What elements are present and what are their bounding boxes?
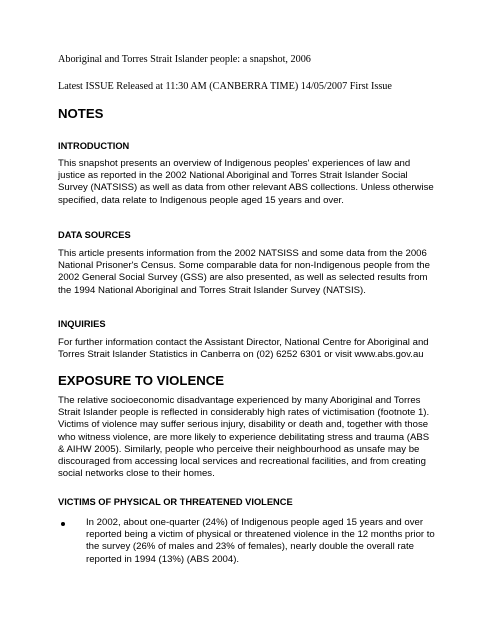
list-item — [58, 517, 438, 566]
exposure-heading: EXPOSURE TO VIOLENCE — [58, 373, 225, 388]
document-title: Aboriginal and Torres Strait Islander people: a snapshot, 2006 — [58, 54, 311, 65]
inquiries-heading: INQUIRIES — [58, 319, 106, 329]
list-item-text: In 2002, about one-quarter (24%) of Indigenous people aged 15 years and over reported being a victim of physical or threatened violence in the 12 months prior to the survey (26% of males and 23% of females), nearly double the overall rate reported in 1994 (13%) (ABS 2004). — [86, 517, 435, 565]
bullet-icon — [61, 522, 65, 526]
victims-bullet-list — [58, 517, 438, 566]
victims-heading: VICTIMS OF PHYSICAL OR THREATENED VIOLENCE — [58, 497, 293, 507]
inquiries-text: For further information contact the Assistant Director, National Centre for Aboriginal and Torres Strait Islander Statistics in Canberra on (02) 6252 6301 or visit www.abs.gov.au — [58, 337, 429, 361]
data-sources-text: This article presents information from the 2002 NATSISS and some data from the 2006 National Prisoner's Census. Some comparable data for non-Indigenous people from the 2002 General Social Survey (GSS) are also presented, as well as selected results from the 1994 National Aboriginal and Torres Strait Islander Survey (NATSIS). — [58, 248, 430, 296]
exposure-text: The relative socioeconomic disadvantage experienced by many Aboriginal and Torres Strait Islander people is reflected in considerably high rates of victimisation (footnote 1). Victims of violence may suffer serious injury, disability or death and, together with those who witness violence, are more likely to experience debilitating stress and trauma (ABS & AIHW 2005). Similarly, people who perceive their neighbourhood as unsafe may be discouraged from accessing local services and recreational facilities, and from creating social networks close to their homes. — [58, 395, 430, 480]
notes-heading: NOTES — [58, 106, 104, 121]
introduction-text: This snapshot presents an overview of Indigenous peoples' experiences of law and justice as reported in the 2002 National Aboriginal and Torres Strait Islander Social Survey (NATSISS) as well as data from other relevant ABS collections. Unless otherwise specified, data relate to Indigenous people aged 15 years and over. — [58, 158, 434, 206]
data-sources-heading: DATA SOURCES — [58, 230, 131, 240]
introduction-heading: INTRODUCTION — [58, 141, 130, 151]
release-info: Latest ISSUE Released at 11:30 AM (CANBERRA TIME) 14/05/2007 First Issue — [58, 81, 392, 92]
